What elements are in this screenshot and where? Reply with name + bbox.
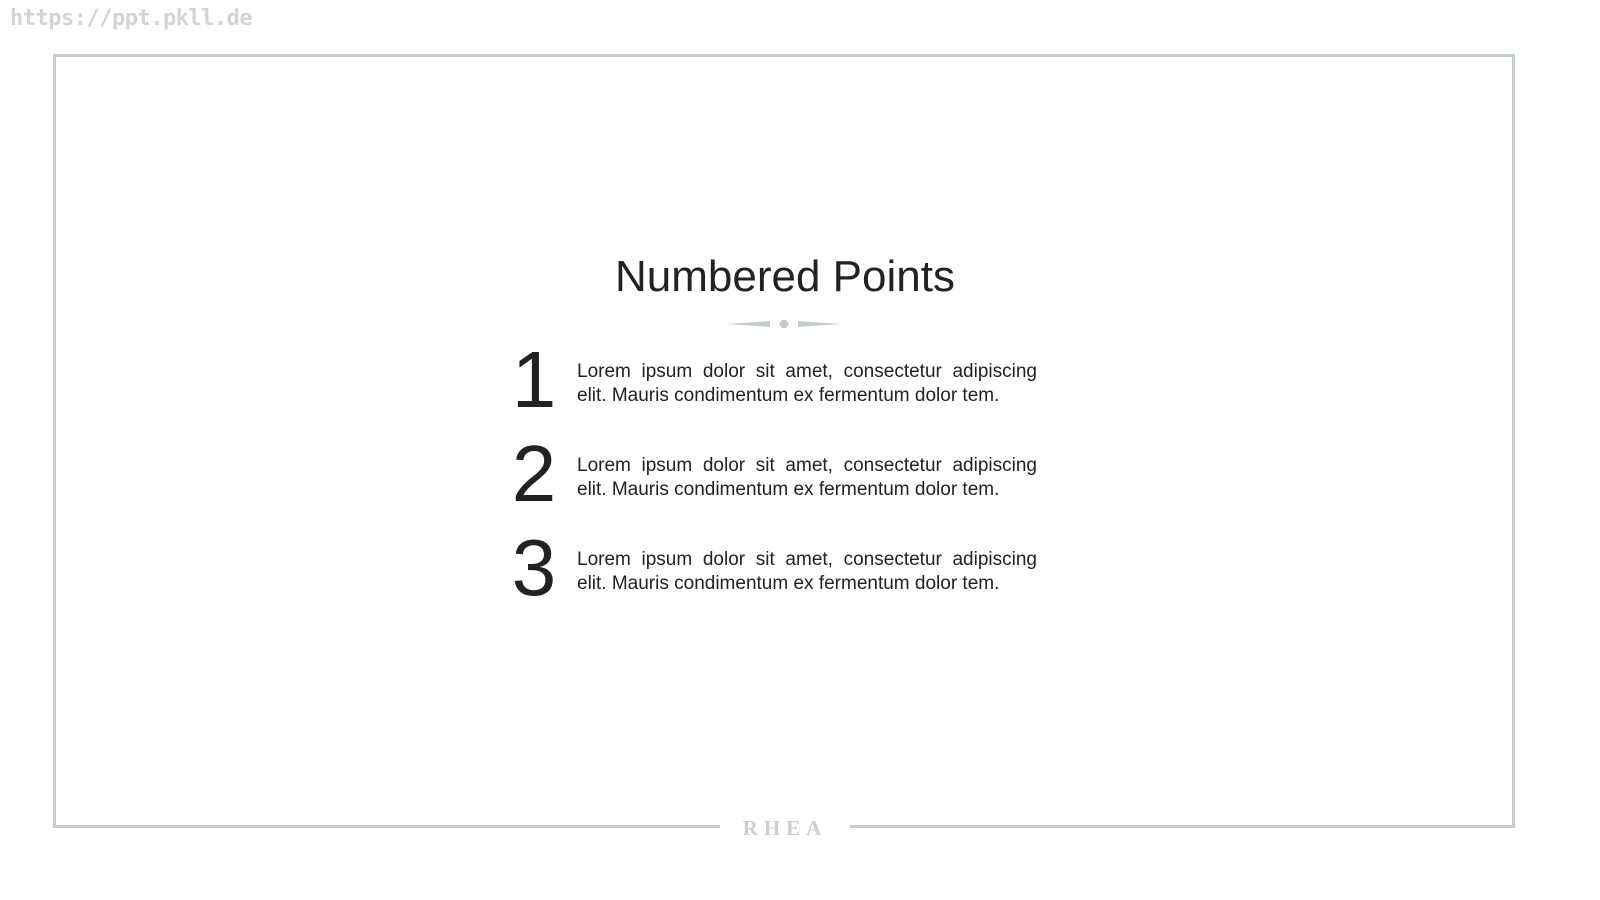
point-text: Lorem ipsum dolor sit amet, consectetur adipiscing elit. Mauris condimentum ex fermentum dolor tem.	[577, 549, 1037, 594]
point-number: 2	[511, 429, 557, 518]
point-number: 1	[511, 335, 557, 424]
ornament-left-bar	[726, 321, 770, 327]
watermark-url: https://ppt.pkll.de	[10, 6, 253, 31]
point-text: Lorem ipsum dolor sit amet, consectetur adipiscing elit. Mauris condimentum ex fermentum dolor tem.	[577, 455, 1037, 500]
numbered-point-1	[500, 335, 1060, 424]
point-number: 3	[511, 523, 557, 612]
point-text: Lorem ipsum dolor sit amet, consectetur adipiscing elit. Mauris condimentum ex fermentum dolor tem.	[577, 361, 1037, 406]
numbered-point-3	[500, 523, 1060, 612]
brand-logo-text: RHEA	[742, 816, 828, 840]
slide-title: Numbered Points	[615, 252, 955, 301]
ornament-center-dot	[780, 320, 789, 329]
numbered-point-2	[500, 429, 1060, 518]
ornament-right-bar	[798, 321, 842, 327]
ornament-divider-icon	[726, 317, 842, 331]
